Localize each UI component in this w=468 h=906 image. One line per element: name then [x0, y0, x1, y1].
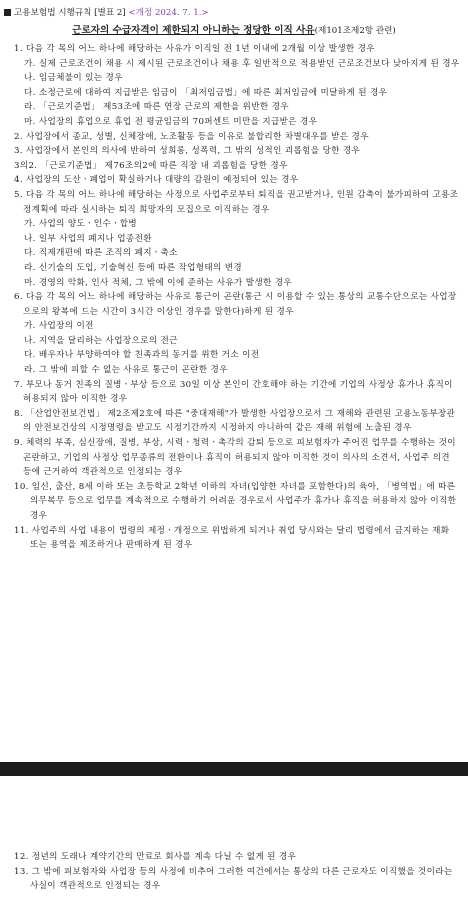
list-subitem: 다. 직제개편에 따른 조직의 폐지ㆍ축소: [24, 248, 178, 259]
list-item: 3. 사업장에서 본인의 의사에 반하여 성희롱, 성폭력, 그 밖의 성적인 괴롭힘을 당한 경우: [14, 146, 361, 157]
title-main: 근로자의 수급자격이 제한되지 아니하는 정당한 이직 사유: [72, 25, 315, 36]
list-item: 6. 다음 각 목의 어느 하나에 해당하는 사유로 통근이 곤란(통근 시 이용할 수 있는 통상의 교통수단으로는 사업장으로의 왕복에 드는 시간이 3시간 이상인 경우를 말한다)하게 된 경우: [14, 292, 457, 317]
list-subitem: 가. 사업의 양도ㆍ인수ㆍ합병: [24, 219, 138, 230]
list-subitem: 나. 지역을 달리하는 사업장으로의 전근: [24, 335, 178, 346]
list-subitem: 나. 일부 사업의 폐지나 업종전환: [24, 233, 152, 244]
list-item: 1. 다음 각 목의 어느 하나에 해당하는 사유가 이직일 전 1년 이내에 2개월 이상 발생한 경우: [14, 44, 375, 54]
list-subitem: 가. 사업장의 이전: [24, 321, 94, 332]
list-item: 5. 다음 각 목의 어느 하나에 해당하는 사정으로 사업주로부터 퇴직을 권고받거나, 인원 감축이 불가피하여 고용조정계획에 따라 실시하는 퇴직 희망자의 모집으로 이직하는 경우: [14, 189, 459, 215]
list-item: 10. 임신, 출산, 8세 이하 또는 초등학교 2학년 이하의 자녀(입양한 자녀를 포함한다)의 육아, 「병역법」에 따른 의무복무 등으로 업무를 계속적으로 수행하기 어려운 경우로서 사업주가 휴가나 휴직을 허용하지 않아 이직한 경우: [14, 481, 457, 521]
document-page-2: [0, 776, 468, 906]
list-subitem: 다. 배우자나 부양하여야 할 친족과의 동거를 위한 거소 이전: [24, 350, 260, 361]
list-item: 12. 정년의 도래나 계약기간의 만료로 회사를 계속 다닐 수 없게 된 경우: [14, 852, 297, 862]
list-subitem: 마. 사업장의 휴업으로 휴업 전 평균임금의 70퍼센트 미만을 지급받은 경우: [24, 116, 318, 127]
list-subitem: 다. 소정근로에 대하여 지급받은 임금이 「최저임금법」에 따른 최저임금에 미달하게 된 경우: [24, 87, 388, 98]
list-subitem: 라. 신기술의 도입, 기술혁신 등에 따른 작업형태의 변경: [24, 262, 243, 273]
document-header: [4, 8, 209, 19]
list-item: 13. 그 밖에 피보험자와 사업장 등의 사정에 비추어 그러한 여건에서는 통상의 다른 근로자도 이직했을 것이라는 사실이 객관적으로 인정되는 경우: [14, 866, 453, 892]
law-reference: 고용보험법 시행규칙 [별표 2]: [14, 8, 126, 18]
list-item: 9. 체력의 부족, 심신장애, 질병, 부상, 시력ㆍ청력ㆍ촉각의 감퇴 등으로 피보험자가 주어진 업무를 수행하는 것이 곤란하고, 기업의 사정상 업무종류의 전환이나 휴직이 허용되지 않아 이직한 것이 의사의 소견서, 사업주 의견 등에 근거하여 객관적으로 인정되는 경우: [14, 438, 456, 478]
list-subitem: 나. 임금체불이 있는 경우: [24, 73, 123, 84]
list-item: 3의2. 「근로기준법」 제76조의2에 따른 직장 내 괴롭힘을 당한 경우: [14, 160, 288, 171]
list-subitem: 가. 실제 근로조건이 채용 시 제시된 근로조건이나 채용 후 일반적으로 적용받던 근로조건보다 낮아지게 된 경우: [24, 58, 460, 69]
list-item: 4. 사업장의 도산ㆍ폐업이 확실하거나 대량의 감원이 예정되어 있는 경우: [14, 175, 299, 186]
list-subitem: 마. 경영의 악화, 인사 적체, 그 밖에 이에 준하는 사유가 발생한 경우: [24, 277, 293, 288]
list-item: 7. 부모나 동거 친족의 질병ㆍ부상 등으로 30일 이상 본인이 간호해야 하는 기간에 기업의 사정상 휴가나 휴직이 허용되지 않아 이직한 경우: [14, 379, 453, 405]
document-title: [0, 24, 468, 38]
list-item: 8. 「산업안전보건법」 제2조제2호에 따른 "중대재해"가 발생한 사업장으로서 그 재해와 관련된 고용노동부장관의 안전보건상의 시정명령을 받고도 시정기간까지 시정하지 아니하여 같은 재해 위험에 노출된 경우: [14, 408, 456, 434]
square-bullet-icon: [4, 9, 11, 16]
reason-list: [14, 42, 460, 553]
page-divider: [0, 762, 468, 776]
list-item: 11. 사업주의 사업 내용이 법령의 제정ㆍ개정으로 위법하게 되거나 취업 당시와는 달리 법령에서 금지하는 재화 또는 용역을 제조하거나 판매하게 된 경우: [14, 525, 450, 551]
title-subtitle: (제101조제2항 관련): [314, 26, 396, 36]
reason-list-continued: [14, 850, 460, 894]
revision-date: <개정 2024. 7. 1.>: [128, 8, 209, 18]
list-item: 2. 사업장에서 종교, 성별, 신체장애, 노조활동 등을 이유로 불합리한 차별대우를 받은 경우: [14, 131, 369, 142]
list-subitem: 라. 「근로기준법」 제53조에 따른 연장 근로의 제한을 위반한 경우: [24, 102, 289, 113]
list-subitem: 라. 그 밖에 피할 수 없는 사유로 통근이 곤란한 경우: [24, 365, 228, 376]
